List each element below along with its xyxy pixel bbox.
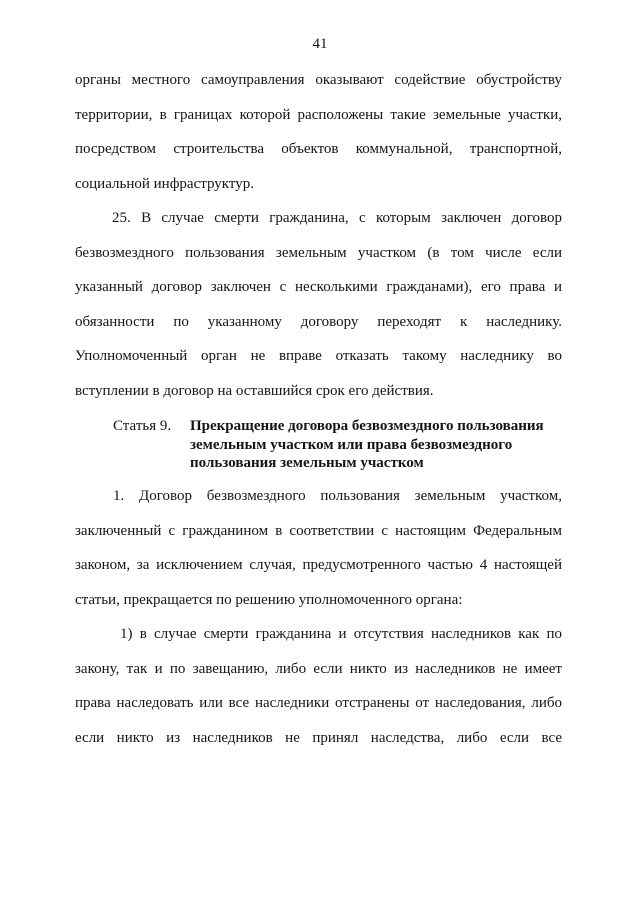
- text-line: законом, за исключением случая, предусмотренного частью 4 настоящей: [75, 557, 562, 573]
- text-block-upper: [75, 63, 562, 408]
- text-line: Уполномоченный орган не вправе отказать такому наследнику во: [75, 348, 562, 364]
- text-line: территории, в границах которой расположены такие земельные участки,: [75, 106, 562, 123]
- text-line: посредством строительства объектов коммунальной, транспортной,: [75, 141, 562, 157]
- text-line: если никто из наследников не принял наследства, либо если все: [75, 729, 562, 746]
- article-heading: [113, 417, 562, 477]
- article-title-line: Прекращение договора безвозмездного пользования: [190, 418, 544, 434]
- paragraph-part-1: [75, 479, 562, 617]
- paragraph-continuation: [75, 63, 562, 201]
- paragraph-clause-25: [75, 201, 562, 408]
- text-line: органы местного самоуправления оказывают содействие обустройству: [75, 72, 562, 88]
- text-line: социальной инфраструктур.: [75, 175, 254, 192]
- text-line: права наследовать или все наследники отстранены от наследования, либо: [75, 695, 562, 711]
- article-title: [190, 417, 562, 473]
- text-line: закону, так и по завещанию, либо если никто из наследников не имеет: [75, 660, 562, 677]
- text-line: вступлении в договор на оставшийся срок его действия.: [75, 382, 434, 399]
- text-line: 1. Договор безвозмездного пользования земельным участком,: [113, 488, 562, 504]
- text-line: указанный договор заключен с несколькими гражданами), его права и: [75, 279, 562, 295]
- text-block-lower: [75, 479, 562, 755]
- text-line: безвозмездного пользования земельным участком (в том числе если: [75, 244, 562, 261]
- article-title-line: земельным участком или права безвозмездного: [190, 436, 513, 453]
- article-label: Статья 9.: [113, 418, 172, 434]
- text-line: заключенный с гражданином в соответствии с настоящим Федеральным: [75, 522, 562, 539]
- text-line: статьи, прекращается по решению уполномоченного органа:: [75, 591, 463, 608]
- paragraph-item-1: [75, 617, 562, 755]
- text-line: 25. В случае смерти гражданина, с которым заключен договор: [112, 210, 562, 226]
- text-line: 1) в случае смерти гражданина и отсутствия наследников как по: [120, 626, 562, 642]
- page-number: 41: [312, 36, 328, 52]
- text-line: обязанности по указанному договору переходят к наследнику.: [75, 313, 562, 330]
- article-title-line: пользования земельным участком: [190, 455, 424, 471]
